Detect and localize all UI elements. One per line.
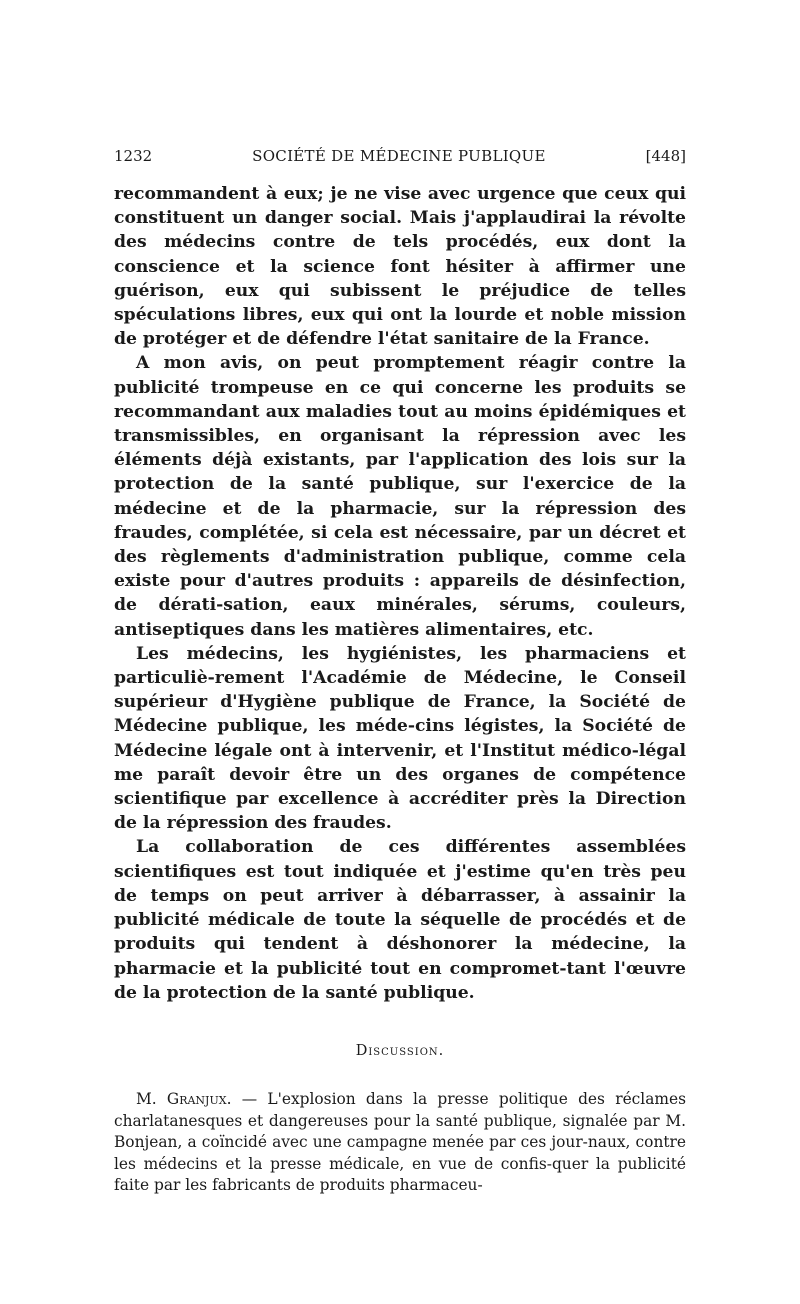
paragraph: recommandent à eux; je ne vise avec urgence que ceux qui constituent un danger social. Mais j'applaudirai la révolte des médecins contre de tels procédés, eux dont la conscience et la science font hésiter à affirmer une guérison, eux qui subissent le préjudice de telles spéculations libres, eux qui ont la lourde et noble mission de protéger et de défendre l'état sanitaire de la France.: [114, 184, 686, 350]
bracket-page-number: [448]: [645, 147, 686, 165]
paragraph: La collaboration de ces différentes assemblées scientifiques est tout indiquée et j'estime qu'en très peu de temps on peut arriver à débarrasser, à assainir la publicité médicale de toute la séquelle de procédés et de produits qui tendent à déshonorer la médecine, la pharmacie et la publicité tout en compromet-tant l'œuvre de la protection de la santé publique.: [114, 837, 686, 1003]
speaker-name: M. Granjux.: [136, 1089, 232, 1108]
running-title: SOCIÉTÉ DE MÉDECINE PUBLIQUE: [252, 147, 546, 165]
page-number: 1232: [114, 147, 153, 165]
main-text: [114, 182, 686, 1005]
running-header: [114, 146, 686, 168]
section-heading: Discussion.: [355, 1042, 445, 1059]
discussion-paragraph: [114, 1089, 686, 1197]
paragraph: Les médecins, les hygiénistes, les pharmaciens et particuliè-rement l'Académie de Médecine, le Conseil supérieur d'Hygiène publique de France, la Société de Médecine publique, les méde-cins légistes, la Société de Médecine légale ont à intervenir, et l'Institut médico-légal me paraît devoir être un des organes de compétence scientifique par excellence à accréditer près la Direction de la répression des fraudes.: [114, 643, 686, 834]
paragraph: A mon avis, on peut promptement réagir contre la publicité trompeuse en ce qui concerne les produits se recommandant aux maladies tout au moins épidémiques et transmissibles, en organisant la répression avec les éléments déjà existants, par l'application des lois sur la protection de la santé publique, sur l'exercice de la médecine et de la pharmacie, sur la répression des fraudes, complétée, si cela est nécessaire, par un décret et des règlements d'administration publique, comme cela existe pour d'autres produits : appareils de désinfection, de dérati-sation, eaux minérales, sérums, couleurs, antiseptiques dans les matières alimentaires, etc.: [114, 353, 686, 640]
discussion-text: — L'explosion dans la presse politique des réclames charlatanesques et dangereuses pour la santé publique, signalée par M. Bonjean, a coïncidé avec une campagne menée par ces jour-naux, contre les médecins et la presse médicale, en vue de confis-quer la publicité faite par les fabricants de produits pharmaceu-: [114, 1089, 686, 1195]
book-page: [114, 146, 686, 1197]
